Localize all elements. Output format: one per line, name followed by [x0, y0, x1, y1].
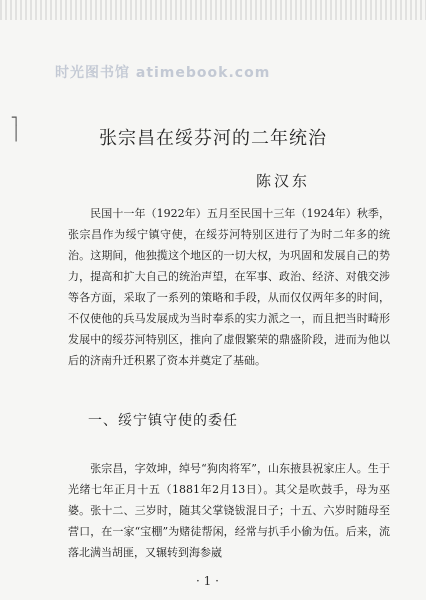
page-top-edge — [0, 0, 426, 20]
watermark: 时光图书馆 atimebook.com — [55, 65, 271, 81]
paragraph-intro: 民国十一年（1922年）五月至民国十三年（1924年）秋季，张宗昌作为绥宁镇守使，在绥芬河特别区进行了为时二年多的统治。这期间，他独揽这个地区的一切大权，为巩固和发展自己的势力，提高和扩大自己的统治声望，在军事、政治、经济、对俄交涉等各方面，采取了一系列的策略和手段，从而仅仅两年多的时间，不仅使他的兵马发展成为当时奉系的实力派之一，而且把当时畸形发展中的绥芬河特别区，推向了虚假繁荣的鼎盛阶段，进而为他以后的济南升迁积累了资本并奠定了基础。 — [68, 207, 390, 367]
section-heading: 一、绥宁镇守使的委任 — [88, 413, 238, 429]
margin-marks: ┐ │ — [12, 110, 21, 142]
page-number: · 1 · — [196, 574, 219, 588]
article-title: 张宗昌在绥芬河的二年统治 — [99, 128, 327, 149]
article-author: 陈汉东 — [256, 172, 311, 190]
paragraph-biography: 张宗昌，字效坤，绰号“狗肉将军”，山东掖县祝家庄人。生于光绪七年正月十五（1881年2月13日）。其父是吹鼓手，母为巫婆。张十二、三岁时，随其父掌铙钹混日子；十五、六岁时随母至营口，在一家“宝棚”为赌徒帮闲，经常与扒手小偷为伍。后来，流落北满当胡匪，又辗转到海参崴 — [68, 462, 390, 559]
